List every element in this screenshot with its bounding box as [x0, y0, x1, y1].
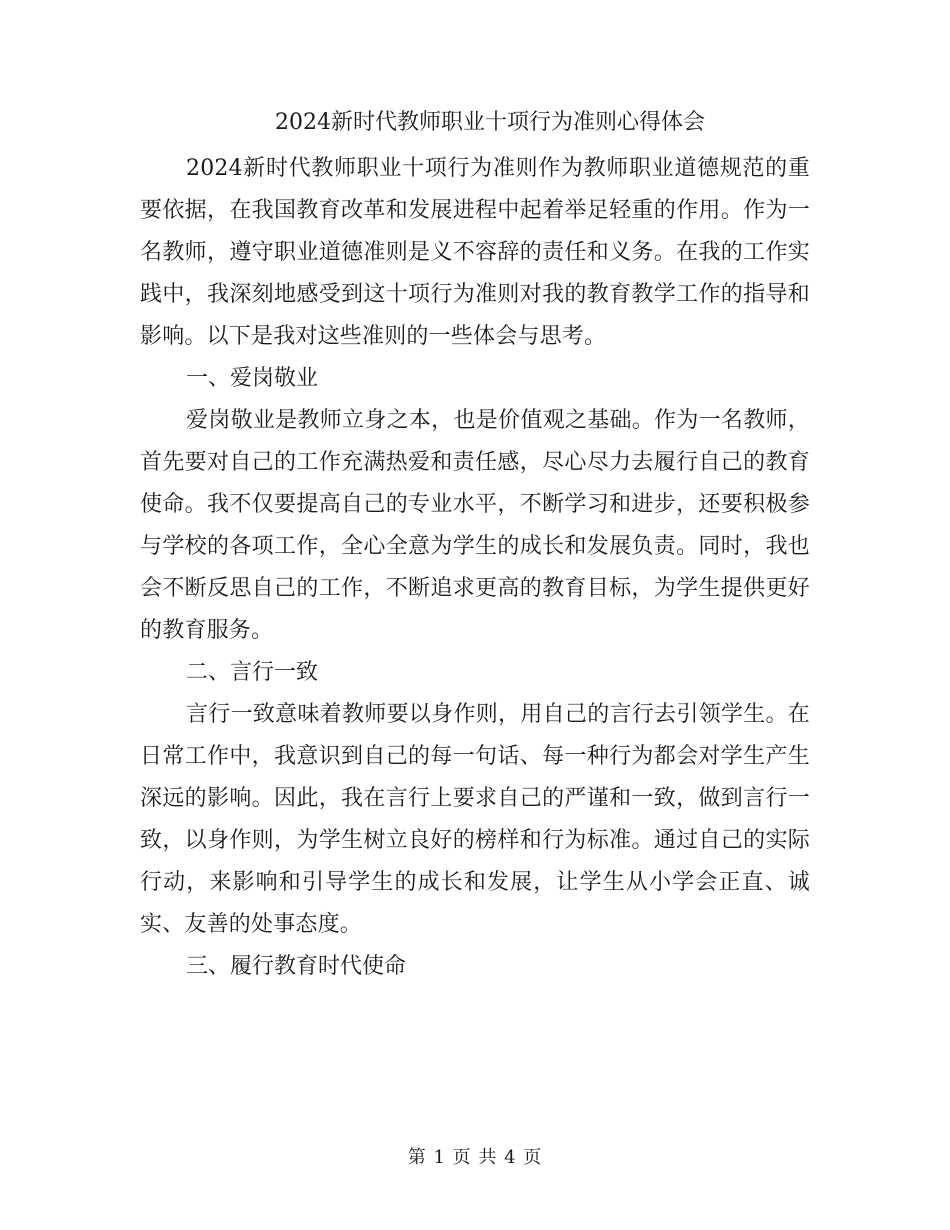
section-body-1: 爱岗敬业是教师立身之本，也是价值观之基础。作为一名教师，首先要对自己的工作充满热爱和责任感，尽心尽力去履行自己的教育使命。我不仅要提高自己的专业水平，不断学习和进步，还要积极参与学校的各项工作，全心全意为学生的成长和发展负责。同时，我也会不断反思自己的工作，不断追求更高的教育目标，为学生提供更好的教育服务。: [140, 408, 810, 643]
document-title: 2024新时代教师职业十项行为准则心得体会: [275, 110, 705, 135]
section-heading-3: 三、履行教育时代使命: [186, 954, 407, 979]
document-page: [140, 100, 810, 988]
page-number: 第 1 页 共 4 页: [407, 1147, 543, 1168]
section-heading-1: 一、爱岗敬业: [186, 366, 319, 391]
intro-paragraph: 2024新时代教师职业十项行为准则作为教师职业道德规范的重要依据，在我国教育改革和发展进程中起着举足轻重的作用。作为一名教师，遵守职业道德准则是义不容辞的责任和义务。在我的工作实践中，我深刻地感受到这十项行为准则对我的教育教学工作的指导和影响。以下是我对这些准则的一些体会与思考。: [140, 156, 810, 349]
section-body-2: 言行一致意味着教师要以身作则，用自己的言行去引领学生。在日常工作中，我意识到自己的每一句话、每一种行为都会对学生产生深远的影响。因此，我在言行上要求自己的严谨和一致，做到言行一致，以身作则，为学生树立良好的榜样和行为标准。通过自己的实际行动，来影响和引导学生的成长和发展，让学生从小学会正直、诚实、友善的处事态度。: [140, 702, 810, 937]
section-heading-2: 二、言行一致: [186, 660, 319, 685]
